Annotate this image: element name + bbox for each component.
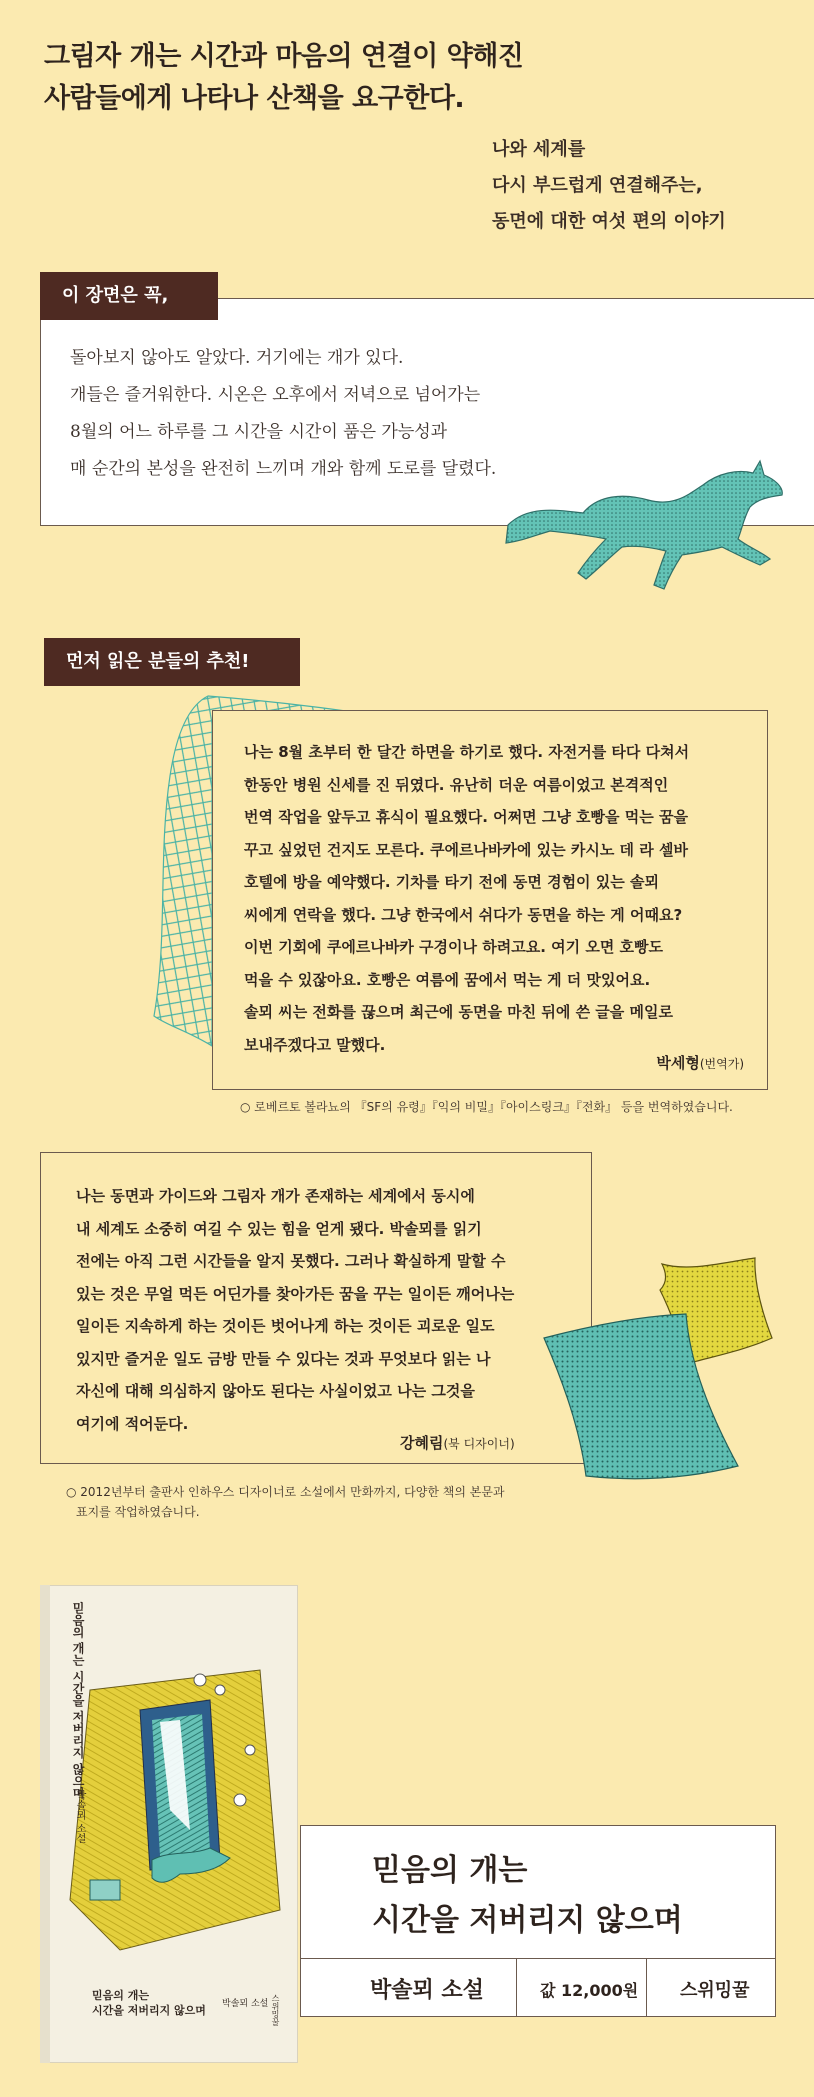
scene-line: 매 순간의 본성을 완전히 느끼며 개와 함께 도로를 달렸다. — [70, 459, 497, 479]
rec2-line: 여기에 적어둔다. — [76, 1414, 189, 1433]
book-title-line-1: 믿음의 개는 — [372, 1853, 528, 1888]
recommender-1-name: 박세형 — [656, 1054, 700, 1072]
cover-author: 박솔뫼 소설 — [222, 1999, 269, 2009]
subhead-line-3: 동면에 대한 여섯 편의 이야기 — [492, 211, 726, 232]
rec1-line: 호텔에 방을 예약했다. 기차를 타기 전에 동면 경험이 있는 솔뫼 — [244, 873, 659, 891]
scene-excerpt — [70, 340, 496, 488]
scene-line: 돌아보지 않아도 알았다. 거기에는 개가 있다. — [70, 348, 404, 368]
headline-line-1: 그림자 개는 시간과 마음의 연결이 약해진 — [44, 41, 524, 72]
note-2-line-2: 표지를 작업하였습니다. — [76, 1505, 200, 1519]
rec1-line: 번역 작업을 앞두고 휴식이 필요했다. 어쩌면 그냥 호빵을 먹는 꿈을 — [244, 808, 688, 826]
book-price: 값 12,000원 — [540, 1981, 639, 2000]
rec2-line: 전에는 아직 그런 시간들을 알지 못했다. 그러나 확실하게 말할 수 — [76, 1252, 506, 1270]
rec2-line: 나는 동면과 가이드와 그림자 개가 존재하는 세계에서 동시에 — [76, 1187, 475, 1205]
cover-vertical-author: 박솔뫼 소설 — [74, 1790, 85, 1844]
rec1-line: 나는 8월 초부터 한 달간 하면을 하기로 했다. 자전거를 타다 다쳐서 — [244, 743, 690, 761]
cover-publisher: 스위밍꿀 — [271, 1994, 280, 2026]
pillows-illustration — [540, 1254, 780, 1484]
scene-tag: 이 장면은 꼭, — [40, 272, 218, 320]
rec2-line: 있지만 즐거운 일도 금방 만들 수 있다는 것과 무엇보다 읽는 나 — [76, 1349, 491, 1368]
book-cover-edge — [40, 1585, 50, 2063]
running-dog-illustration — [498, 455, 790, 595]
recommendations-tag: 먼저 읽은 분들의 추천! — [44, 638, 300, 686]
recommender-2-signature — [400, 1432, 515, 1453]
cover-title-line-1: 믿음의 개는 — [92, 1989, 149, 2002]
cover-title-line-2: 시간을 저버리지 않으며 — [92, 2004, 206, 2017]
recommender-2-note — [66, 1482, 505, 1522]
recommendation-1-text — [244, 736, 689, 1061]
subhead-line-1: 나와 세계를 — [492, 139, 586, 160]
rec2-line: 내 세계도 소중히 여길 수 있는 힘을 얻게 됐다. 박솔뫼를 읽기 — [76, 1219, 482, 1238]
book-publisher: 스위밍꿀 — [680, 1980, 750, 2001]
book-title-line-2: 시간을 저버리지 않으며 — [372, 1903, 683, 1938]
book-author: 박솔뫼 소설 — [370, 1978, 484, 2003]
recommendation-2-text — [76, 1180, 514, 1440]
rec2-line: 자신에 대해 의심하지 않아도 된다는 사실이었고 나는 그것을 — [76, 1382, 475, 1400]
headline-line-2: 사람들에게 나타나 산책을 요구한다. — [44, 83, 465, 114]
headline — [44, 36, 523, 120]
recommender-2-name: 강혜림 — [400, 1434, 444, 1452]
cover-vertical-title: 믿음의 개는 시간을 저버리지 않으며 — [71, 1602, 85, 1799]
rec1-line: 꾸고 싶었던 건지도 모른다. 쿠에르나바카에 있는 카시노 데 라 셀바 — [244, 840, 688, 859]
divider — [646, 1958, 647, 2017]
rec1-line: 솔뫼 씨는 전화를 끊으며 최근에 동면을 마친 뒤에 쓴 글을 메일로 — [244, 1003, 673, 1021]
rec1-line: 이번 기회에 쿠에르나바카 구경이나 하려고요. 여기 오면 호빵도 — [244, 938, 663, 956]
rec1-line: 보내주겠다고 말했다. — [244, 1035, 386, 1054]
rec1-line: 한동안 병원 신세를 진 뒤였다. 유난히 더운 여름이었고 본격적인 — [244, 775, 669, 794]
cover-title — [92, 1988, 206, 2018]
scene-line: 8월의 어느 하루를 그 시간을 시간이 품은 가능성과 — [70, 422, 448, 442]
book-cover-artwork — [60, 1660, 288, 1960]
recommender-1-note: ○ 로베르토 볼라뇨의 『SF의 유령』『익의 비밀』『아이스링크』『전화』 등을 번역하였습니다. — [240, 1100, 733, 1114]
recommender-1-signature — [656, 1052, 744, 1073]
subheadline — [492, 132, 726, 240]
recommender-2-role: (북 디자이너) — [443, 1437, 515, 1451]
subhead-line-2: 다시 부드럽게 연결해주는, — [492, 175, 703, 196]
rec2-line: 있는 것은 무얼 먹든 어딘가를 찾아가든 꿈을 꾸는 일이든 깨어나는 — [76, 1284, 515, 1303]
recommender-1-role: (번역가) — [699, 1057, 744, 1071]
note-2-line-1: ○ 2012년부터 출판사 인하우스 디자이너로 소설에서 만화까지, 다양한 책의 본문과 — [66, 1485, 505, 1499]
rec1-line: 먹을 수 있잖아요. 호빵은 여름에 꿈에서 먹는 게 더 맛있어요. — [244, 970, 651, 989]
divider — [516, 1958, 517, 2017]
book-title — [372, 1846, 683, 1946]
scene-line: 개들은 즐거워한다. 시온은 오후에서 저녁으로 넘어가는 — [70, 385, 481, 405]
rec2-line: 일이든 지속하게 하는 것이든 벗어나게 하는 것이든 괴로운 일도 — [76, 1317, 495, 1335]
rec1-line: 씨에게 연락을 했다. 그냥 한국에서 쉬다가 동면을 하는 게 어때요? — [244, 905, 683, 924]
